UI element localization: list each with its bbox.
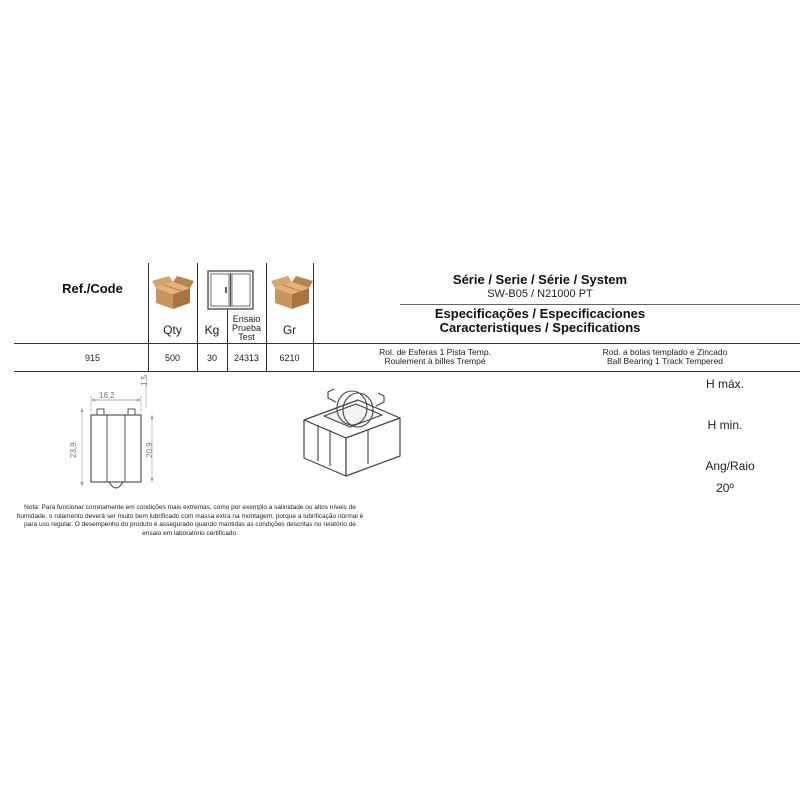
- row-test: 24313: [233, 353, 260, 363]
- test-header: [227, 315, 266, 342]
- spec-ang-label: Ang/Raio: [705, 459, 755, 473]
- test-header-line: Prueba: [231, 323, 262, 333]
- series-subtitle: SW-B05 / N21000 PT: [487, 288, 593, 300]
- spec-title-2: Caracteristiques / Specifications: [439, 320, 641, 335]
- dim-height-inner: 20,9: [145, 442, 154, 458]
- desc-line: Roulement à billes Trempé: [384, 355, 486, 366]
- qty-header: Qty: [163, 323, 182, 337]
- dim-top: 1,5: [140, 374, 149, 386]
- row-qty: 500: [164, 353, 181, 363]
- technical-drawing: [60, 378, 180, 496]
- gr-header: Gr: [282, 323, 297, 337]
- desc-line: Rol. de Esferas 1 Pista Temp.: [379, 347, 491, 357]
- footnote: Nota: Para funcionar corretamente em condições mais extremas, como por exemplo a salinidade ou altos níveis de humidade, o rolamento deverá ser muito bem lubrificado com massa extra na montagem, porque a lubrificação normal é para uso regular. O desempenho do produto é assegurado quando mantidas as condições descritas no relatório de ensaio em laboratório certificado.: [16, 504, 364, 537]
- row-desc-left: [320, 348, 550, 365]
- desc-line: Rod. a bolas templado e Zincado: [602, 347, 728, 357]
- divider: [14, 371, 800, 372]
- spec-h-min: H min.: [707, 418, 743, 432]
- desc-line: Ball Bearing 1 Track Tempered: [606, 355, 724, 366]
- cardboard-box-icon: [271, 276, 313, 310]
- row-gr: 6210: [279, 353, 300, 363]
- kg-header: Kg: [204, 323, 220, 337]
- divider: [14, 343, 800, 344]
- spec-title-1: Especificações / Especificaciones: [434, 306, 646, 321]
- test-header-line: Test: [238, 332, 255, 342]
- test-header-line: Ensaio: [232, 314, 261, 324]
- divider: [313, 263, 314, 343]
- isometric-product-drawing: [296, 378, 412, 478]
- dim-height-total: 23,9: [69, 442, 78, 458]
- row-ref: 915: [84, 353, 101, 363]
- row-kg: 30: [206, 353, 217, 363]
- series-title: Série / Serie / Série / System: [452, 272, 628, 287]
- cardboard-box-icon: [152, 276, 194, 310]
- dim-width: 16,2: [99, 391, 115, 400]
- divider: [400, 304, 800, 305]
- spec-ang-value: 20º: [716, 481, 734, 495]
- ref-code-header: Ref./Code: [62, 281, 123, 296]
- row-desc-right: [550, 348, 780, 365]
- sliding-window-icon: [207, 270, 254, 310]
- divider: [313, 343, 314, 371]
- spec-h-max: H máx.: [705, 377, 744, 391]
